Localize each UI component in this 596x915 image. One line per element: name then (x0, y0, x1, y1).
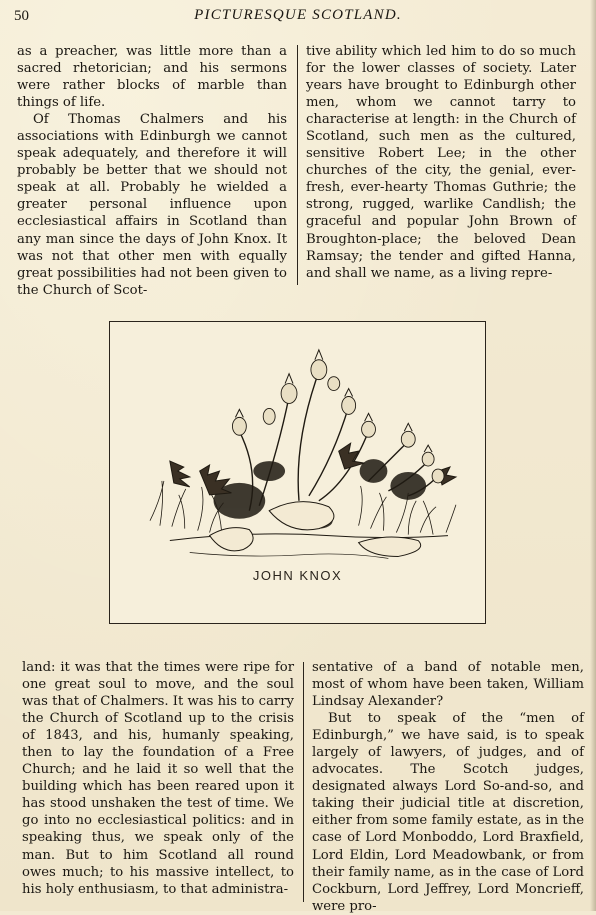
engraving-figure (109, 321, 486, 624)
paragraph: as a preacher, was little more than a sacred rhetorician; and his sermons were rather blocks of marble than things of life. (17, 44, 287, 111)
text-column-top-right (306, 43, 576, 282)
page-edge-shadow (590, 0, 596, 911)
paragraph: sentative of a band of notable men, most of whom have been taken, William Lindsay Alexander? (312, 660, 584, 710)
paragraph: tive ability which led him to do so much for the lower classes of society. Later years have brought to Edinburgh other men, whom we cannot tarry to characterise at length: in the Church of Scotland, such men as the cultured, sensitive Robert Lee; in the other churches of the city, the genial, ever-fresh, ever-hearty Thomas Guthrie; the strong, rugged, warlike Candlish; the graceful and popular John Brown of Broughton-place; the beloved Dean Ramsay; the tender and gifted Hanna, and shall we name, as a living repre- (306, 44, 576, 281)
paragraph: Of Thomas Chalmers and his associations with Edinburgh we cannot speak adequately, and therefore it will probably be better that we should not speak at all. Probably he wielded a greater personal influence upon ecclesiastical affairs in Scotland than any man since the days of John Knox. It was not that other men with equally great possibilities had not been given to the Church of Scot- (17, 112, 287, 298)
paragraph: But to speak of the “men of Edinburgh,” we have said, is to speak largely of lawyers, of judges, and of advocates. The Scotch judges, designated always Lord So-and-so, and taking their judicial title at discretion, either from some family estate, as in the case of Lord Monboddo, Lord Braxfield, Lord Eldin, Lord Meadowbank, or from their family name, as in the case of Lord Cockburn, Lord Jeffrey, Lord Moncrieff, were pro- (312, 711, 584, 914)
text-column-bottom-left (22, 659, 294, 898)
column-divider-bottom (303, 662, 304, 902)
page-number: 50 (14, 8, 29, 24)
paragraph: land: it was that the times were ripe for one great soul to move, and the soul was that of Chalmers. It was his to carry the Church of Scotland up to the crisis of 1843, and his, humanly speaking, then to lay the foundation of a Free Church; and he laid it so well that the building which has been reared upon it has stood unshaken the test of time. We go into no ecclesiastical politics: and in speaking thus, we speak only of the man. But to him Scotland all round owes much; to his massive intellect, to his holy enthusiasm, to that administra- (22, 660, 294, 897)
running-title: PICTURESQUE SCOTLAND. (194, 7, 402, 23)
column-divider-top (297, 45, 298, 285)
text-column-bottom-right (312, 659, 584, 915)
figure-caption: JOHN KNOX (252, 568, 343, 583)
text-column-top-left (17, 43, 287, 299)
